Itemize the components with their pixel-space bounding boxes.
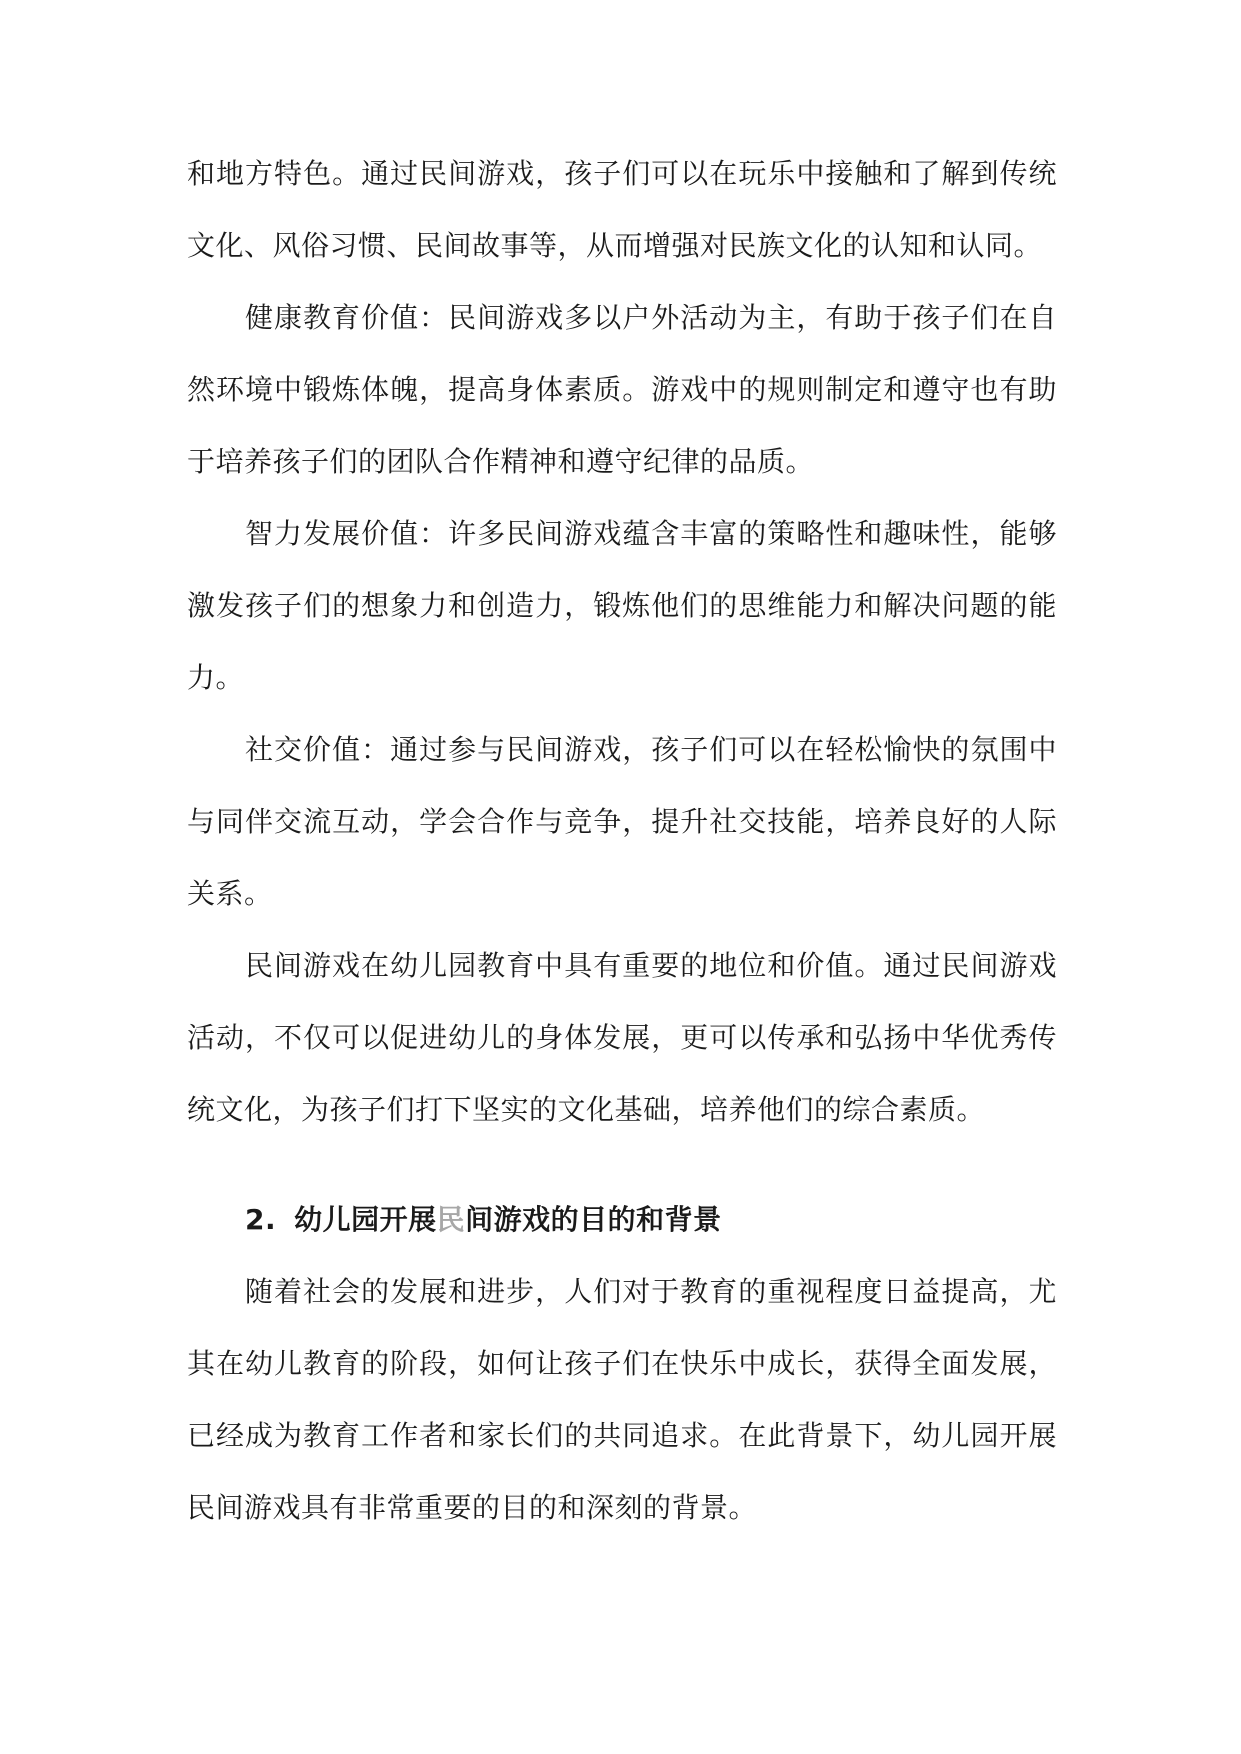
paragraph-background: 随着社会的发展和进步，人们对于教育的重视程度日益提高，尤其在幼儿教育的阶段，如何让孩子们在快乐中成长，获得全面发展，已经成为教育工作者和家长们的共同追求。在此背景下，幼儿园开展民间游戏具有非常重要的目的和深刻的背景。 — [187, 1275, 1057, 1524]
document-body — [187, 138, 1057, 1544]
section-title-part-1: 幼儿园开展 — [294, 1203, 437, 1236]
section-title-part-2: 间游戏的目的和背景 — [465, 1203, 722, 1236]
paragraph-continuation: 和地方特色。通过民间游戏，孩子们可以在玩乐中接触和了解到传统文化、风俗习惯、民间故事等，从而增强对民族文化的认知和认同。 — [187, 157, 1057, 262]
paragraph-health-value: 健康教育价值：民间游戏多以户外活动为主，有助于孩子们在自然环境中锻炼体魄，提高身体素质。游戏中的规则制定和遵守也有助于培养孩子们的团队合作精神和遵守纪律的品质。 — [187, 301, 1057, 478]
section-title-highlight: 民 — [436, 1203, 466, 1236]
paragraph-summary: 民间游戏在幼儿园教育中具有重要的地位和价值。通过民间游戏活动，不仅可以促进幼儿的身体发展，更可以传承和弘扬中华优秀传统文化，为孩子们打下坚实的文化基础，培养他们的综合素质。 — [187, 949, 1057, 1126]
paragraph-social-value: 社交价值：通过参与民间游戏，孩子们可以在轻松愉快的氛围中与同伴交流互动，学会合作与竞争，提升社交技能，培养良好的人际关系。 — [187, 733, 1057, 910]
section-heading — [187, 1184, 1057, 1256]
section-number: 2. — [245, 1203, 277, 1236]
paragraph-intellect-value: 智力发展价值：许多民间游戏蕴含丰富的策略性和趣味性，能够激发孩子们的想象力和创造力，锻炼他们的思维能力和解决问题的能力。 — [187, 517, 1057, 694]
